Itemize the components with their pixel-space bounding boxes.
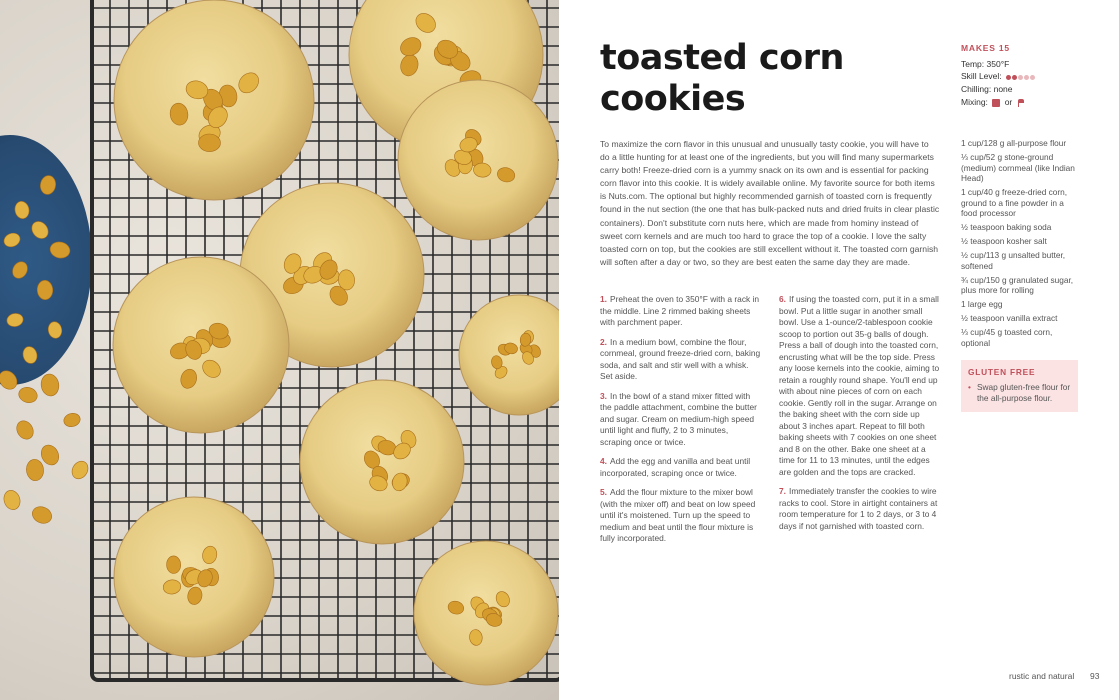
method-step xyxy=(600,294,762,329)
recipe-title: toasted corn cookies xyxy=(600,38,844,119)
skill-dot xyxy=(1012,75,1017,80)
step-text: If using the toasted corn, put it in a small bowl. Put a little sugar in another small bowl. Use a 1-ounce/2-tablespoon cookie scoop to portion out 35-g balls of dough. Press a ball of dough into the toasted corn, encrusting what will be the top side. Press any loose kernels into the cookie, aiming to retain a roughly round shape. You'll end up with about nine pieces of corn on each cookie. Gently roll in the sugar. Arrange on the baking sheet with the corn side up about 3 inches apart. Repeat to fill both baking sheets with 7 cookies on one sheet and 8 on the other. Bake one sheet at a time for 11 to 13 minutes, until the edges are golden and the tops are cracked. xyxy=(779,294,940,477)
step-text: Preheat the oven to 350°F with a rack in the middle. Line 2 rimmed baking sheets with parchment paper. xyxy=(600,294,760,327)
mixing xyxy=(961,96,1101,109)
mixing-or: or xyxy=(1004,96,1013,107)
ingredient-item: ⅓ cup/52 g stone-ground (medium) cornmeal (like Indian Head) xyxy=(961,151,1075,184)
recipe-meta xyxy=(961,42,1101,108)
step-number: 6. xyxy=(779,294,786,304)
step-text: Add the egg and vanilla and beat until incorporated, scraping once or twice. xyxy=(600,456,751,478)
method-steps-column-1 xyxy=(600,294,762,553)
gluten-free-item: • Swap gluten-free flour for the all-purpose flour. xyxy=(968,382,1071,404)
step-number: 7. xyxy=(779,486,786,496)
step-text: In a medium bowl, combine the flour, cornmeal, ground freeze-dried corn, baking soda, and salt and stir well with a whisk. Set aside. xyxy=(600,336,761,381)
ingredient-item: ½ teaspoon kosher salt xyxy=(961,236,1047,247)
skill-dot xyxy=(1030,75,1035,80)
step-text: Add the flour mixture to the mixer bowl (with the mixer off) and beat on low speed until it's moistened. Turn up the speed to medium and beat until the flour mixture is fully incorporated. xyxy=(600,487,756,543)
step-number: 2. xyxy=(600,336,607,347)
recipe-intro: To maximize the corn flavor in this unusual and unusually tasty cookie, you will have to do a little hunting for at least one of the ingredients, but you will find many supermarkets carry both! Freeze-dried corn is a yummy snack on its own and is essential for packing corn flavor into this cookie. It is widely available online. My favorite source for both items is Nuts.com. The optional but highly recommended garnish of toasted corn is frequently found in the nut section (the one that has bulk-packed nuts and dried fruits in clear plastic containers). Don't substitute corn nuts here, which are made from hominy instead of sweet corn kernels and are much too hard to grace the top of a cookie. I love the salty toasted corn on top, but the cookies are still excellent without it. The toasted corn garnish will soften after a day or two, so they are best eaten the same day they are made. xyxy=(600,139,940,267)
gluten-free-items xyxy=(968,382,1071,404)
skill-dot xyxy=(1018,75,1023,80)
method-step xyxy=(779,294,941,478)
step-number: 1. xyxy=(600,294,607,304)
ingredient-item: ½ cup/113 g unsalted butter, softened xyxy=(961,250,1066,271)
ingredient-item: ½ teaspoon vanilla extract xyxy=(961,313,1058,324)
method-step xyxy=(600,337,762,383)
page-number: 93 xyxy=(1090,671,1100,681)
method-step xyxy=(600,487,762,545)
hand-spoon-icon xyxy=(1017,99,1025,107)
ingredient-item: 1 cup/128 g all-purpose flour xyxy=(961,138,1067,148)
stand-mixer-icon xyxy=(992,99,1000,107)
chilling: Chilling: none xyxy=(961,84,1013,95)
method-step xyxy=(779,486,941,532)
step-text: In the bowl of a stand mixer fitted with the paddle attachment, combine the butter and sugar. Cream on medium-high speed until light and fluffy, 2 to 3 minutes, scraping once or twice. xyxy=(600,390,757,447)
mixing-label: Mixing: xyxy=(961,96,988,107)
cookies-on-rack-illustration xyxy=(0,0,559,700)
skill-dot xyxy=(1024,75,1029,80)
yield-label: MAKES 15 xyxy=(961,43,1010,53)
temperature: Temp: 350°F xyxy=(961,58,1010,69)
method-step xyxy=(600,391,762,449)
skill-level-dots xyxy=(1006,71,1036,84)
method-steps-column-2 xyxy=(779,294,941,540)
step-number: 3. xyxy=(600,390,607,401)
gluten-free-title: GLUTEN FREE xyxy=(968,367,1036,377)
step-number: 5. xyxy=(600,487,607,497)
step-text: Immediately transfer the cookies to wire racks to cool. Store in airtight containers at room temperature for 1 to 2 days, or 3 to 4 days if not garnished with toasted corn. xyxy=(779,486,938,531)
ingredient-item: 1 cup/40 g freeze-dried corn, ground to a fine powder in a food processor xyxy=(961,187,1068,219)
skill-level-label: Skill Level: xyxy=(961,71,1002,82)
method-step xyxy=(600,456,762,479)
ingredient-list xyxy=(961,138,1081,352)
ingredient-item: ¾ cup/150 g granulated sugar, plus more for rolling xyxy=(961,274,1074,296)
skill-dot xyxy=(1006,75,1011,80)
step-number: 4. xyxy=(600,456,607,466)
gluten-free-note xyxy=(961,360,1078,412)
ingredient-item: ⅓ cup/45 g toasted corn, optional xyxy=(961,327,1053,349)
ingredient-item: 1 large egg xyxy=(961,299,1003,310)
recipe-photo xyxy=(0,0,559,700)
ingredient-item: ½ teaspoon baking soda xyxy=(961,222,1052,233)
skill-level xyxy=(961,70,1101,83)
footer-section-name: rustic and natural xyxy=(1009,671,1075,681)
blue-plate xyxy=(0,135,92,385)
